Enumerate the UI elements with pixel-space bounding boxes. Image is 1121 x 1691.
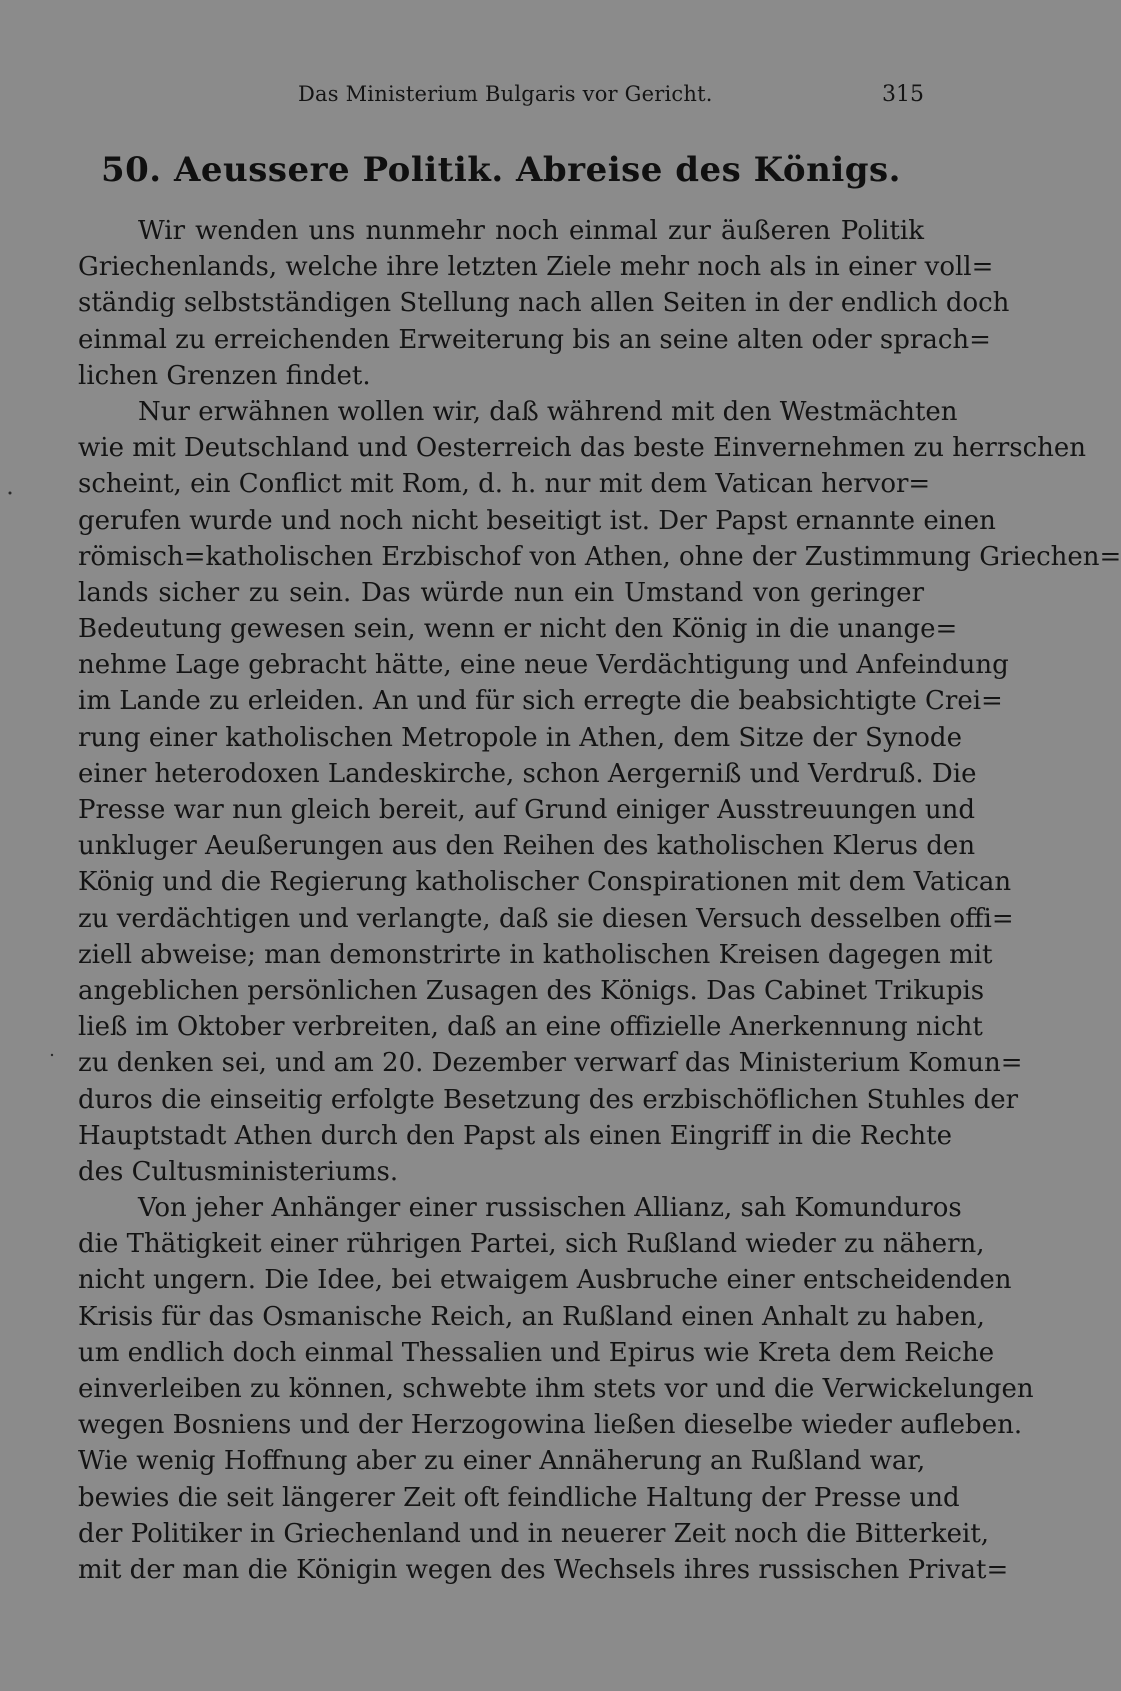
text-line: Presse war nun gleich bereit, auf Grund einiger Ausstreuungen und bbox=[78, 795, 976, 825]
running-head bbox=[78, 82, 924, 112]
text-line: Griechenlands, welche ihre letzten Ziele mehr noch als in einer voll= bbox=[78, 252, 994, 283]
text-line: ständig selbstständigen Stellung nach allen Seiten in der endlich doch bbox=[78, 288, 1010, 319]
text-line: wegen Bosniens und der Herzogowina ließen dieselbe wieder aufleben. bbox=[78, 1410, 1023, 1441]
text-line: Nur erwähnen wollen wir, daß während mit den Westmächten bbox=[138, 396, 958, 427]
text-line: Wie wenig Hoffnung aber zu einer Annäherung an Rußland war, bbox=[78, 1446, 926, 1477]
text-line: gerufen wurde und noch nicht beseitigt ist. Der Papst ernannte einen bbox=[78, 505, 996, 536]
text-line: Krisis für das Osmanische Reich, an Rußland einen Anhalt zu haben, bbox=[78, 1301, 985, 1332]
text-line: zu verdächtigen und verlangte, daß sie diesen Versuch desselben offi= bbox=[78, 903, 1014, 934]
text-line: ließ im Oktober verbreiten, daß an eine offizielle Anerkennung nicht bbox=[78, 1012, 983, 1043]
text-line: mit der man die Königin wegen des Wechsels ihres russischen Privat= bbox=[78, 1554, 1009, 1585]
text-line: Von jeher Anhänger einer russischen Allianz, sah Komunduros bbox=[138, 1193, 962, 1224]
text-line: lichen Grenzen findet. bbox=[78, 360, 371, 391]
text-line: rung einer katholischen Metropole in Athen, dem Sitze der Synode bbox=[78, 722, 962, 753]
text-line: ziell abweise; man demonstrirte in katholischen Kreisen dagegen mit bbox=[78, 939, 993, 970]
text-line: nicht ungern. Die Idee, bei etwaigem Ausbruche einer entscheidenden bbox=[78, 1265, 1012, 1296]
text-line: wie mit Deutschland und Oesterreich das beste Einvernehmen zu herrschen bbox=[78, 433, 1087, 464]
chapter-heading: 50. Aeussere Politik. Abreise des Königs. bbox=[100, 150, 901, 190]
text-line: König und die Regierung katholischer Conspirationen mit dem Vatican bbox=[78, 867, 1012, 898]
text-line: Bedeutung gewesen sein, wenn er nicht den König in die unange= bbox=[78, 614, 958, 645]
text-line: im Lande zu erleiden. An und für sich erregte die beabsichtigte Crei= bbox=[78, 686, 1003, 717]
text-line: der Politiker in Griechenland und in neuerer Zeit noch die Bitterkeit, bbox=[78, 1518, 990, 1549]
text-line: einmal zu erreichenden Erweiterung bis an seine alten oder sprach= bbox=[78, 324, 991, 355]
running-title: Das Ministerium Bulgaris vor Gericht. bbox=[298, 82, 713, 106]
body-text bbox=[78, 213, 1121, 1588]
text-line: bewies die seit längerer Zeit oft feindliche Haltung der Presse und bbox=[78, 1482, 960, 1513]
text-line: um endlich doch einmal Thessalien und Epirus wie Kreta dem Reiche bbox=[78, 1337, 995, 1368]
text-line: einer heterodoxen Landeskirche, schon Aergerniß und Verdruß. Die bbox=[78, 758, 977, 789]
text-line: duros die einseitig erfolgte Besetzung des erzbischöflichen Stuhles der bbox=[78, 1084, 1019, 1115]
text-line: Hauptstadt Athen durch den Papst als einen Eingriff in die Rechte bbox=[78, 1120, 952, 1151]
text-line: zu denken sei, und am 20. Dezember verwarf das Ministerium Komun= bbox=[78, 1048, 1023, 1079]
text-line: lands sicher zu sein. Das würde nun ein Umstand von geringer bbox=[78, 577, 924, 608]
scan-speck bbox=[9, 492, 12, 495]
text-line: nehme Lage gebracht hätte, eine neue Verdächtigung und Anfeindung bbox=[78, 650, 1009, 681]
text-line: unkluger Aeußerungen aus den Reihen des katholischen Klerus den bbox=[78, 831, 976, 862]
page-number: 315 bbox=[882, 82, 924, 107]
text-line: römisch=katholischen Erzbischof von Athen, ohne der Zustimmung Griechen= bbox=[78, 541, 1121, 572]
text-line: Wir wenden uns nunmehr noch einmal zur äußeren Politik bbox=[138, 216, 924, 246]
text-line: die Thätigkeit einer rührigen Partei, sich Rußland wieder zu nähern, bbox=[78, 1229, 985, 1260]
text-line: angeblichen persönlichen Zusagen des Königs. Das Cabinet Trikupis bbox=[78, 975, 985, 1006]
text-line: einverleiben zu können, schwebte ihm stets vor und die Verwickelungen bbox=[78, 1374, 1034, 1404]
text-line: scheint, ein Conflict mit Rom, d. h. nur mit dem Vatican hervor= bbox=[78, 469, 931, 500]
scan-speck bbox=[51, 1054, 53, 1056]
text-line: des Cultusministeriums. bbox=[78, 1156, 399, 1187]
